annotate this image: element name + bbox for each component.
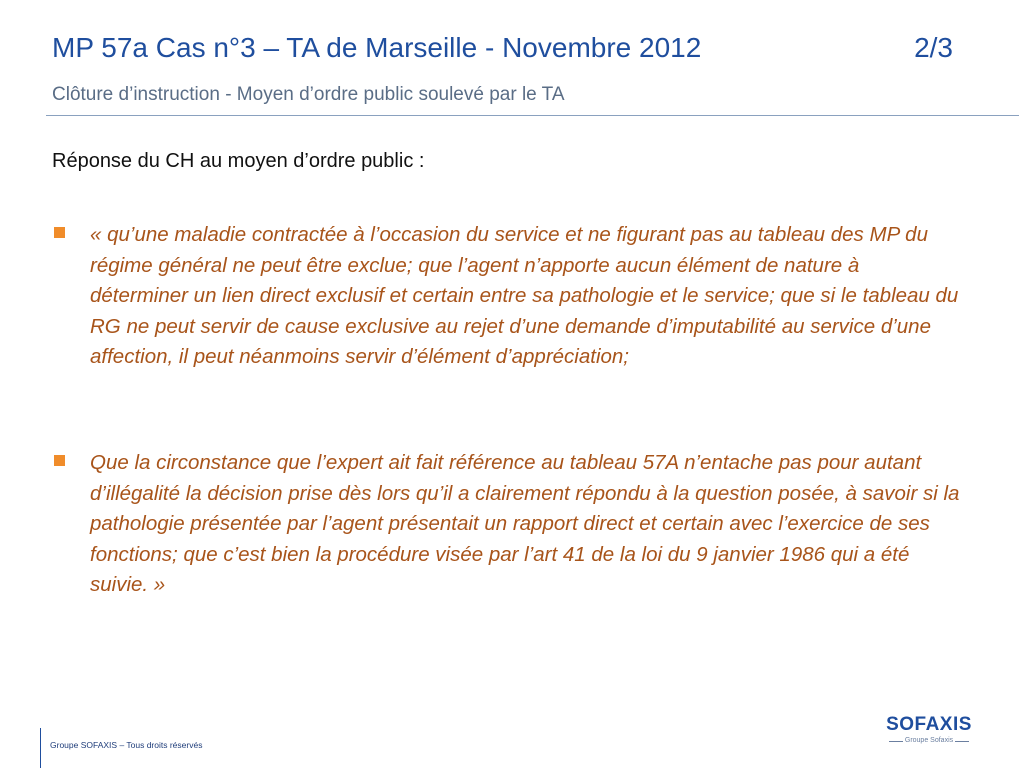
bullet-square-icon [54,455,65,466]
footer-copyright: Groupe SOFAXIS – Tous droits réservés [50,740,203,750]
slide-title: MP 57a Cas n°3 – TA de Marseille - Novembre 2012 [52,32,702,63]
logo-rule-left [889,741,903,742]
header-divider [46,115,1019,116]
footer-rule [40,728,41,768]
sofaxis-logo [884,714,974,754]
bullet-text: Que la circonstance que l’expert ait fait référence au tableau 57A n’entache pas pour autant d’illégalité la décision prise dès lors qu’il a clairement répondu à la question posée, à savoir si la pathologie présentée par l’agent présentait un rapport direct et certain avec l’exercice de ses fonctions; que c’est bien la procédure visée par l’art 41 de la loi du 9 janvier 1986 qui a été suivie. » [90,451,960,597]
logo-tagline-row [884,736,974,746]
bullet-text: « qu’une maladie contractée à l’occasion du service et ne figurant pas au tableau des MP du régime général ne peut être exclue; que l’agent n’apporte aucun élément de nature à déterminer un lien direct exclusif et certain entre sa pathologie et le service; que si le tableau du RG ne peut servir de cause exclusive au rejet d’une demande d’imputabilité au service d’une affection, il peut néanmoins servir d’élément d’appréciation; [90,223,959,369]
logo-rule-right [955,741,969,742]
logo-name: SOFAXIS [886,714,972,735]
page-number: 2/3 [914,32,953,63]
slide-subtitle: Clôture d’instruction - Moyen d’ordre public soulevé par le TA [52,84,565,105]
bullet-square-icon [54,227,65,238]
logo-tagline: Groupe Sofaxis [904,737,954,744]
intro-text: Réponse du CH au moyen d’ordre public : [52,150,425,172]
bullet-item [52,220,962,373]
bullet-item [52,448,962,601]
